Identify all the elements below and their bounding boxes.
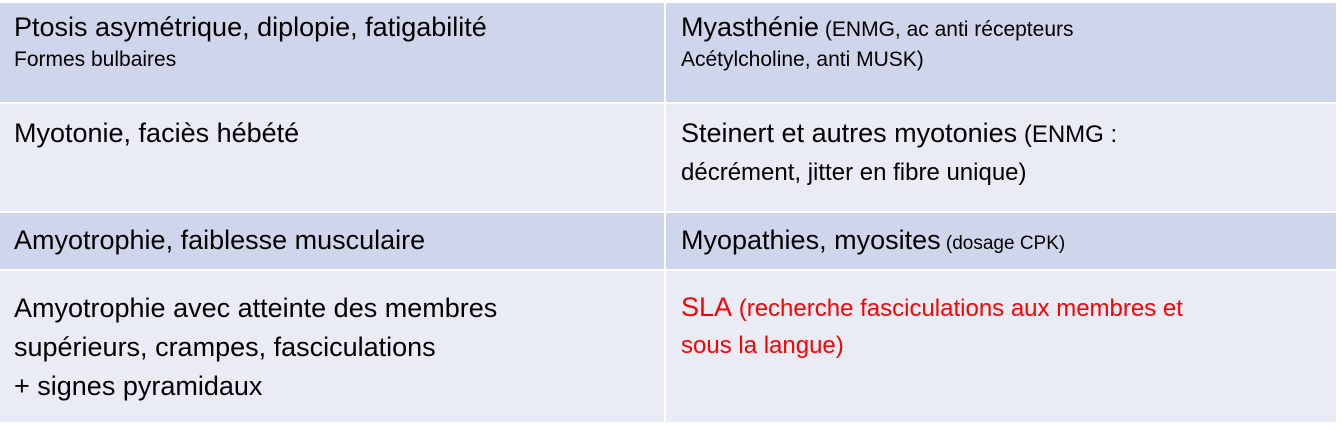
diagnosis-name: Myasthénie: [681, 12, 820, 42]
symptoms-subtext: Formes bulbaires: [14, 48, 177, 71]
diagnosis-note-continued: Acétylcholine, anti MUSK): [681, 48, 924, 71]
diagnosis-name: SLA: [681, 292, 733, 322]
table-row-als: [0, 271, 1336, 424]
diagnosis-note: (ENMG :: [1017, 121, 1118, 148]
symptoms-text: Myotonie, faciès hébété: [14, 118, 300, 148]
symptoms-cell: [0, 3, 666, 102]
symptoms-text: Amyotrophie, faiblesse musculaire: [14, 225, 426, 255]
table-row-myasthenia: [0, 3, 1336, 104]
diagnosis-note-continued: sous la langue): [681, 332, 844, 359]
diagnosis-cell: [666, 104, 1336, 211]
symptoms-cell: [0, 104, 666, 211]
diagnosis-cell: [666, 213, 1336, 269]
table-row-myopathy: [0, 213, 1336, 271]
symptoms-cell: [0, 271, 666, 422]
table-row-myotonia: [0, 104, 1336, 213]
symptoms-cell: [0, 213, 666, 269]
diagnosis-note-continued: décrément, jitter en fibre unique): [681, 159, 1027, 186]
diagnosis-name: Steinert et autres myotonies: [681, 118, 1018, 148]
diagnosis-cell: [666, 3, 1336, 102]
diagnosis-cell: [666, 271, 1336, 422]
differential-diagnosis-table: [0, 3, 1336, 424]
symptoms-text-line-1: Amyotrophie avec atteinte des membres: [14, 293, 498, 323]
symptoms-text: Ptosis asymétrique, diplopie, fatigabilité: [14, 12, 487, 42]
diagnosis-note: (recherche fasciculations aux membres et: [732, 295, 1183, 322]
diagnosis-name: Myopathies, myosites: [681, 225, 941, 255]
symptoms-text-line-2: supérieurs, crampes, fasciculations: [14, 332, 436, 362]
diagnosis-note: (ENMG, ac anti récepteurs: [819, 18, 1074, 41]
diagnosis-note: (dosage CPK): [940, 233, 1066, 254]
symptoms-text-line-3: + signes pyramidaux: [14, 371, 263, 401]
